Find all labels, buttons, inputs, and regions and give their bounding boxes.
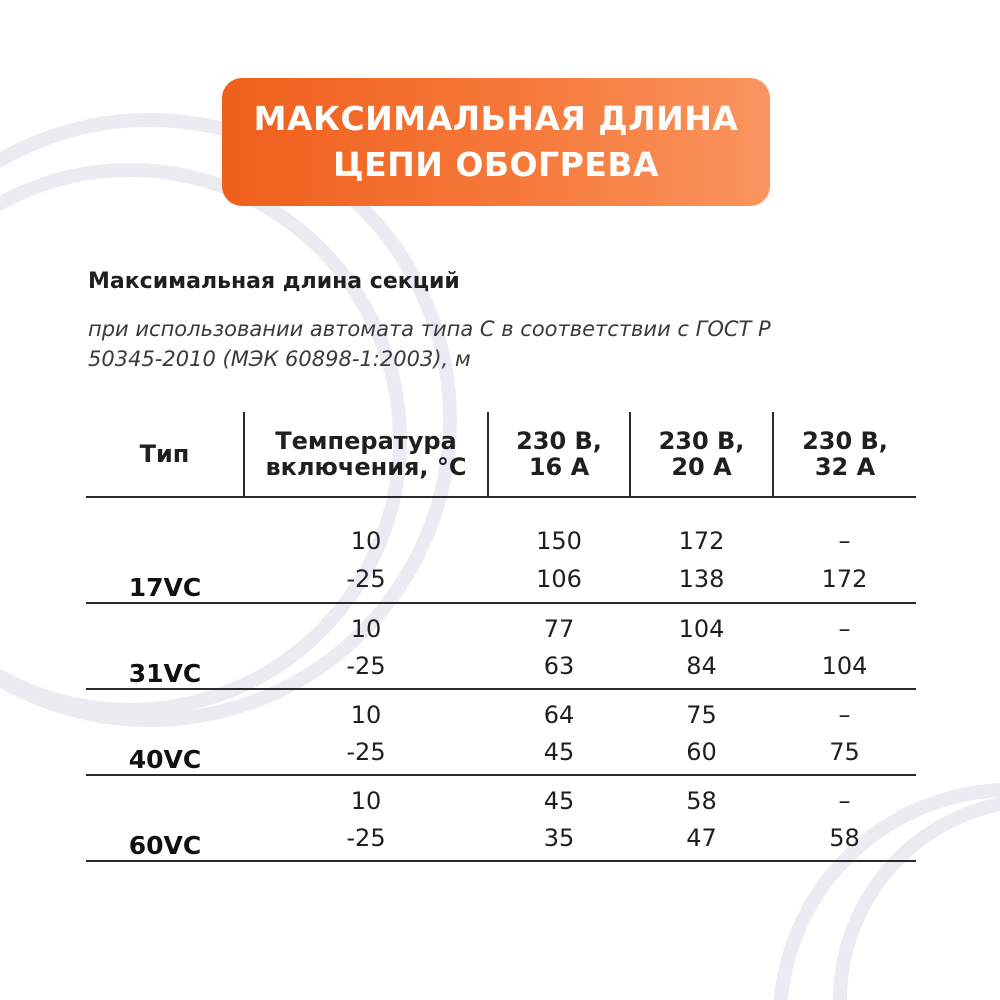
table-row (86, 497, 916, 555)
temp-cell: -25 (244, 643, 488, 689)
table-row (86, 689, 916, 729)
banner-title-line2: ЦЕПИ ОБОГРЕВА (332, 145, 660, 184)
max-length-table (86, 412, 916, 862)
value-20a-cell: 138 (630, 555, 773, 603)
section-subtitle (88, 314, 928, 374)
table-row (86, 775, 916, 815)
value-32a-cell: – (838, 615, 851, 643)
temp-cell: -25 (244, 815, 488, 861)
value-16a-cell: 77 (543, 615, 575, 643)
temp-cell: 10 (350, 701, 382, 729)
type-cell: 17VC (86, 497, 244, 603)
section-heading: Максимальная длина секций (88, 269, 460, 294)
value-16a-cell: 45 (488, 729, 630, 775)
value-20a-cell: 172 (678, 527, 725, 555)
value-16a-cell: 64 (543, 701, 575, 729)
value-20a-cell: 47 (630, 815, 773, 861)
value-32a-cell: – (838, 701, 851, 729)
value-32a-cell: – (838, 787, 851, 815)
temp-cell: 10 (350, 527, 382, 555)
temp-cell: -25 (244, 729, 488, 775)
type-cell: 40VC (86, 689, 244, 775)
header-230v-32a: 230 В, 32 А (773, 412, 916, 497)
temp-cell: -25 (244, 555, 488, 603)
header-230v-16a: 230 В, 16 А (488, 412, 630, 497)
value-20a-cell: 60 (630, 729, 773, 775)
value-32a-cell: 75 (773, 729, 916, 775)
value-32a-cell: 172 (773, 555, 916, 603)
value-16a-cell: 150 (536, 527, 582, 555)
temp-cell: 10 (350, 615, 382, 643)
banner-title-line1: МАКСИМАЛЬНАЯ ДЛИНА (253, 99, 739, 138)
value-32a-cell: – (838, 527, 851, 555)
value-20a-cell: 104 (678, 615, 725, 643)
type-cell: 31VC (86, 603, 244, 689)
value-32a-cell: 104 (773, 643, 916, 689)
table-row (86, 603, 916, 643)
value-16a-cell: 106 (488, 555, 630, 603)
header-temperature: Температура включения, °С (244, 412, 488, 497)
value-20a-cell: 58 (686, 787, 717, 815)
header-type: Тип (86, 412, 244, 497)
value-32a-cell: 58 (773, 815, 916, 861)
value-20a-cell: 75 (686, 701, 717, 729)
subtitle-line1: при использовании автомата типа С в соответствии с ГОСТ Р (88, 317, 771, 341)
value-16a-cell: 63 (488, 643, 630, 689)
title-banner (222, 78, 770, 206)
value-16a-cell: 45 (543, 787, 575, 815)
temp-cell: 10 (350, 787, 382, 815)
value-20a-cell: 84 (630, 643, 773, 689)
header-230v-20a: 230 В, 20 А (630, 412, 773, 497)
subtitle-line2: 50345-2010 (МЭК 60898-1:2003), м (88, 347, 471, 371)
table-header-row (86, 412, 916, 497)
type-cell: 60VC (86, 775, 244, 861)
value-16a-cell: 35 (488, 815, 630, 861)
